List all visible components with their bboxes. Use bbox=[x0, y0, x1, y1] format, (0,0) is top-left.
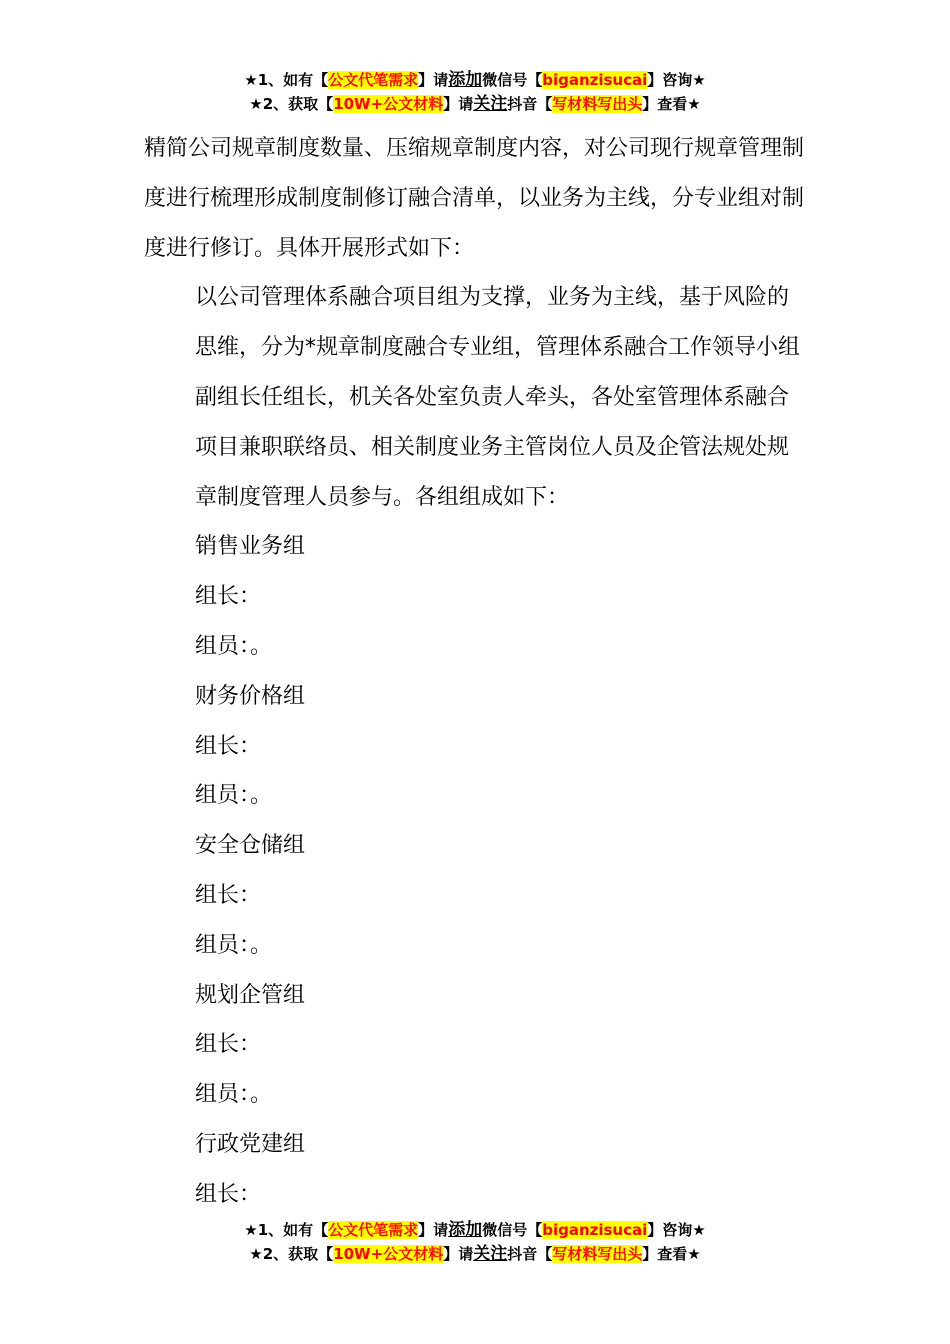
group-name: 行政党建组 bbox=[195, 1131, 306, 1157]
group-name: 财务价格组 bbox=[195, 683, 306, 709]
group-name: 销售业务组 bbox=[195, 534, 306, 560]
group-leader: 组长： bbox=[195, 1181, 262, 1207]
group-members: 组员：。 bbox=[195, 932, 273, 958]
banner-line-2: ★2、获取【10W+公文材料】请关注抖音【写材料写出头】查看★ bbox=[249, 94, 701, 114]
banner-line-1: ★1、如有【公文代笔需求】请添加微信号【biganzisucai】咨询★ bbox=[244, 70, 706, 90]
footer-banner bbox=[0, 1218, 950, 1266]
group-leader: 组长： bbox=[195, 733, 262, 759]
group-members: 组员：。 bbox=[195, 783, 273, 809]
paragraph-structure: 以公司管理体系融合项目组为支撑，业务为主线，基于风险的思维，分为*规章制度融合专业组，管理体系融合工作领导小组副组长任组长，机关各处室负责人牵头，各处室管理体系融合项目兼职联络员、相关制度业务主管岗位人员及企管法规处规章制度管理人员参与。各组组成如下： bbox=[195, 285, 801, 510]
group-leader: 组长： bbox=[195, 1032, 262, 1058]
group-leader: 组长： bbox=[195, 882, 262, 908]
group-leader: 组长： bbox=[195, 584, 262, 610]
banner-line-1: ★1、如有【公文代笔需求】请添加微信号【biganzisucai】咨询★ bbox=[244, 1220, 706, 1240]
paragraph-intro: 精简公司规章制度数量、压缩规章制度内容，对公司现行规章管理制度进行梳理形成制度制修订融合清单，以业务为主线，分专业组对制度进行修订。具体开展形式如下： bbox=[144, 136, 805, 261]
group-name: 安全仓储组 bbox=[195, 833, 306, 859]
group-name: 规划企管组 bbox=[195, 982, 306, 1008]
header-banner bbox=[0, 68, 950, 116]
group-members: 组员：。 bbox=[195, 1082, 273, 1108]
banner-line-2: ★2、获取【10W+公文材料】请关注抖音【写材料写出头】查看★ bbox=[249, 1244, 701, 1264]
document-body bbox=[144, 124, 809, 1220]
group-members: 组员：。 bbox=[195, 633, 273, 659]
